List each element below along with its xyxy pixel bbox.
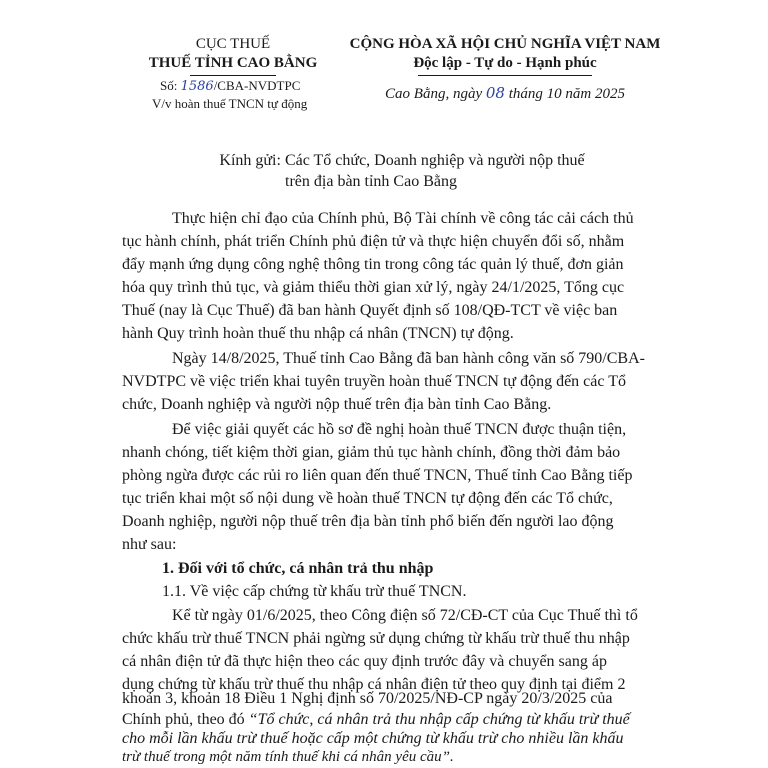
p1-line-6: hành Quy trình hoàn thuế thu nhập cá nhân (TNCN) tự động. [122,325,514,342]
p4-line-3: cá nhân điện tử đã thực hiện theo các quy định trước đây và chuyển sang áp [122,653,607,670]
date-suffix: tháng 10 năm 2025 [508,86,625,102]
p4-line-6-plain: Chính phủ, theo đó [122,711,245,728]
motto-underline [418,75,592,76]
p4-quote-line-1: cho mỗi lần khấu trừ thuế hoặc cấp một chứng từ khấu trừ cho nhiều lần khấu [122,730,624,747]
p4-line-6 [122,711,630,729]
date-day-handwritten: 08 [485,84,505,102]
office-name: THUẾ TỈNH CAO BẰNG [148,55,318,71]
section-1-heading: 1. Đối với tổ chức, cá nhân trả thu nhập [162,560,434,577]
document-date [385,84,625,103]
p3-line-2: nhanh chóng, tiết kiệm thời gian, giảm thủ tục hành chính, đồng thời đảm bảo [122,444,621,461]
p3-line-1: Để việc giải quyết các hồ sơ đề nghị hoàn thuế TNCN được thuận tiện, [172,421,627,438]
p2-line-1: Ngày 14/8/2025, Thuế tỉnh Cao Bằng đã ban hành công văn số 790/CBA- [172,350,645,367]
p2-line-3: chức, Doanh nghiệp và người nộp thuế trên địa bàn tỉnh Cao Bằng. [122,396,552,413]
p1-line-4: hóa quy trình thủ tục, và giảm thiểu thời gian xử lý, ngày 24/1/2025, Tổng cục [122,279,625,296]
p4-quote-line-2: trừ thuế trong một năm tính thuế khi cá nhân yêu cầu”. [122,749,454,765]
p1-line-3: đẩy mạnh ứng dụng công nghệ thông tin trong công tác quản lý thuế, đơn giản [122,256,624,273]
number-handwritten: 1586 [180,79,214,94]
p3-line-5: Doanh nghiệp, người nộp thuế trên địa bàn tỉnh phổ biến đến người lao động [122,513,614,530]
office-underline [190,75,276,76]
p3-line-3: phòng ngừa được các rủi ro liên quan đến thuế TNCN, Thuế tỉnh Cao Bằng tiếp [122,467,633,484]
p1-line-1: Thực hiện chỉ đạo của Chính phủ, Bộ Tài chính về công tác cải cách thủ [172,210,634,227]
p3-line-4: tục triển khai một số nội dung về hoàn thuế TNCN tự động đến các Tổ chức, [122,490,613,507]
p4-line-1: Kể từ ngày 01/6/2025, theo Công điện số 72/CĐ-CT của Cục Thuế thì tổ [172,607,638,624]
p4-line-2: chức khấu trừ thuế TNCN phải ngừng sử dụng chứng từ khấu trừ thuế thu nhập [122,630,630,647]
p4-line-5: khoản 3, khoản 18 Điều 1 Nghị định số 70/2025/NĐ-CP ngày 20/3/2025 của [122,690,613,707]
national-motto: Độc lập - Tự do - Hạnh phúc [413,55,597,71]
number-prefix: Số: [160,78,178,93]
p2-line-2: NVDTPC về việc triển khai tuyên truyền hoàn thuế TNCN tự động đến các Tổ [122,373,626,390]
number-suffix: /CBA-NVDTPC [213,78,301,93]
p4-line-6-quote: “Tổ chức, cá nhân trả thu nhập cấp chứng từ khấu trừ thuế [248,711,630,728]
agency-name: CỤC THUẾ [195,36,271,52]
p1-line-2: tục hành chính, phát triển Chính phủ điện tử và thực hiện chuyển đổi số, nhằm [122,233,625,250]
document-number [160,78,300,94]
date-prefix: Cao Bằng, ngày [385,86,483,102]
recipient-line-2: trên địa bàn tỉnh Cao Bằng [285,173,457,190]
document-subject: V/v hoàn thuế TNCN tự động [152,96,308,111]
p4-line-4: dụng chứng từ khấu trừ thuế thu nhập cá nhân điện tử theo quy định tại điểm 2 [122,676,626,693]
recipient-line-1: Kính gửi: Các Tổ chức, Doanh nghiệp và người nộp thuế [219,152,585,169]
p1-line-5: Thuế (nay là Cục Thuế) đã ban hành Quyết định số 108/QĐ-TCT về việc ban [122,302,618,319]
section-1-1-heading: 1.1. Về việc cấp chứng từ khấu trừ thuế TNCN. [162,583,467,600]
p3-line-6: như sau: [122,536,177,553]
republic-title: CỘNG HÒA XÃ HỘI CHỦ NGHĨA VIỆT NAM [349,36,661,52]
